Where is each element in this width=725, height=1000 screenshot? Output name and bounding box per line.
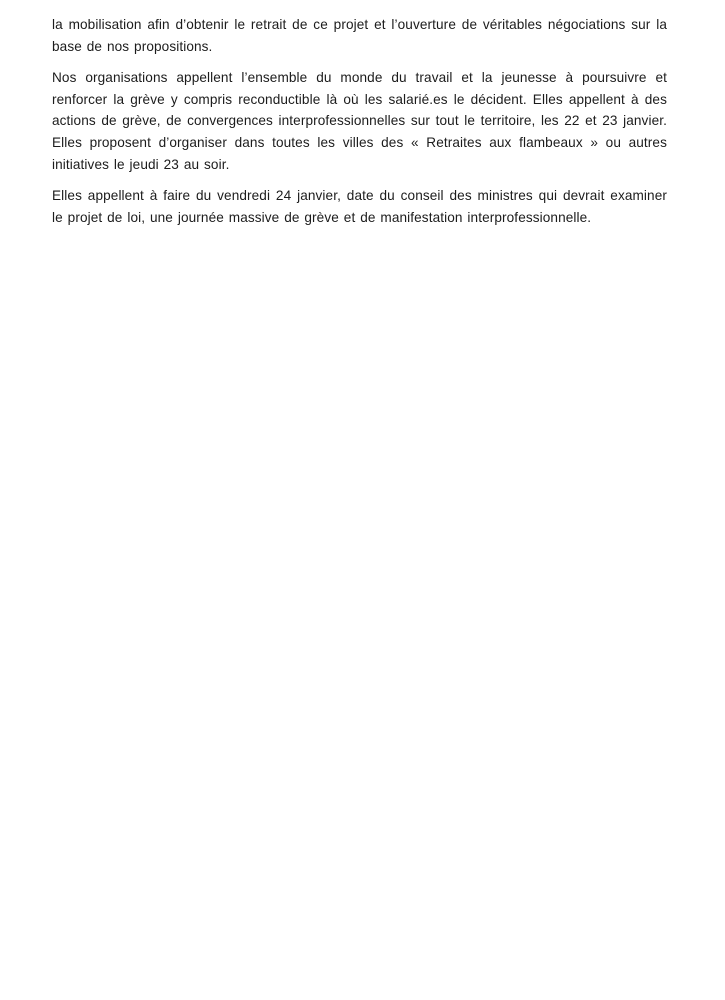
paragraph-3: Elles appellent à faire du vendredi 24 janvier, date du conseil des ministres qui devrait examiner le projet de loi, une journée massive de grève et de manifestation interprofessionnelle. xyxy=(52,188,667,225)
paragraph-2: Nos organisations appellent l’ensemble du monde du travail et la jeunesse à poursuivre et renforcer la grève y compris reconductible là où les salarié.es le décident. Elles appellent à des actions de grève, de convergences interprofessionnelles sur tout le territoire, les 22 et 23 janvier. Elles proposent d’organiser dans toutes les villes des « Retraites aux flambeaux » ou autres initiatives le jeudi 23 au soir. xyxy=(52,70,667,172)
document-body xyxy=(52,14,667,228)
paragraph-1: la mobilisation afin d’obtenir le retrait de ce projet et l’ouverture de véritables négociations sur la base de nos propositions. xyxy=(52,17,667,54)
